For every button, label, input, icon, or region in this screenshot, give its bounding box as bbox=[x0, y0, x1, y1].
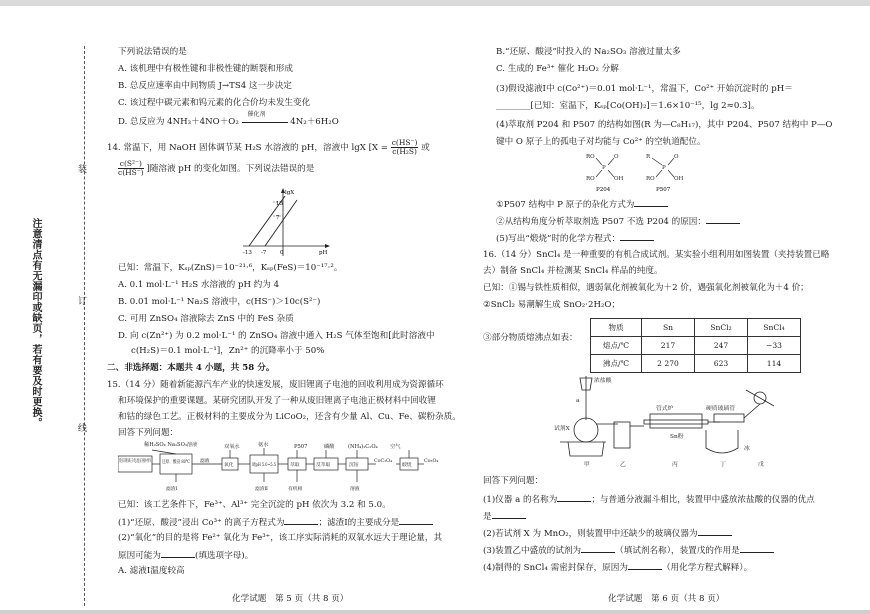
graph-xtick-neg7: -7 bbox=[261, 250, 267, 256]
q16-table-prefix: ③部分物质熔沸点如表： bbox=[483, 333, 578, 343]
flow-residue-2: 滤渣Ⅱ bbox=[255, 487, 268, 492]
table-cell: 623 bbox=[695, 355, 748, 373]
table-cell: 114 bbox=[748, 355, 801, 373]
q13-d-products: 4N₂＋6H₂O bbox=[290, 117, 339, 127]
answer-blank[interactable] bbox=[634, 198, 668, 207]
gutter-char-ding: 订 bbox=[78, 297, 88, 307]
q16-answer-intro: 回答下列问题： bbox=[483, 476, 544, 486]
flow-product-co3o4: Co₃O₄ bbox=[424, 459, 439, 464]
flow-reagent-oxalate: (NH₄)₂C₂O₄ bbox=[348, 444, 378, 450]
catalyst-label: 催化剂 bbox=[247, 111, 266, 118]
q13-option-b: B. 总反应速率由中间物质 J→TS4 这一步决定 bbox=[118, 81, 292, 91]
label-conc-hcl: 浓盐酸 bbox=[594, 378, 612, 384]
q14-given: 已知：常温下，Kₛₚ(ZnS)＝10⁻²¹·⁶，Kₛₚ(FeS)＝10⁻¹⁷·²。 bbox=[118, 263, 343, 273]
graph-xtick-0: 0 bbox=[280, 250, 284, 256]
answer-blank[interactable] bbox=[698, 527, 732, 536]
q16-line-3: 已知：①锡与铁性质相似，遇弱氧化剂被氧化为＋2 价，遇强氧化剂被氧化为＋4 价； bbox=[483, 283, 809, 293]
q15-line-2: 和环境保护的重要课题。某研究团队开发了一种从废旧锂离子电池正极材料中回收锂 bbox=[118, 396, 436, 406]
table-cell: 247 bbox=[695, 337, 748, 355]
flow-product-cooxalate: CoC₂O₄ bbox=[374, 459, 393, 464]
q15-given: 已知：该工艺条件下，Fe³⁺、Al³⁺ 完全沉淀的 pH 依次为 3.2 和 5.0。 bbox=[118, 500, 391, 510]
svg-text:P: P bbox=[662, 165, 666, 171]
svg-text:RO: RO bbox=[586, 176, 595, 182]
q15-2-hint: (填选项字母)。 bbox=[194, 551, 254, 561]
graph-ytick-13: 13 bbox=[276, 201, 283, 207]
q14-graph bbox=[235, 186, 335, 258]
label-ding: 丁 bbox=[720, 462, 726, 468]
flow-step-material: 废旧锂离子电池正极材料 bbox=[119, 459, 172, 464]
q15-part-4: (4)萃取剂 P204 和 P507 的结构如图(R 为—C₈H₁₇)，其中 P204、P507 结构中 P—O bbox=[496, 120, 833, 130]
table-cell: −33 bbox=[748, 337, 801, 355]
svg-text:O: O bbox=[614, 154, 619, 160]
q14-stem bbox=[107, 139, 430, 156]
q14-option-b: B. 0.01 mol·L⁻¹ Na₂S 溶液中，c(HS⁻)＞10c(S²⁻) bbox=[118, 297, 321, 307]
q16-4-hint: （用化学方程式解释）。 bbox=[661, 563, 753, 573]
q16-part-1 bbox=[483, 493, 815, 506]
q13-option-d bbox=[118, 111, 339, 128]
flow-residue-1: 滤渣Ⅰ bbox=[166, 487, 178, 492]
p204-label: P204 bbox=[596, 187, 611, 193]
q14-stem-b: ]随溶液 pH 的变化如图。下列说法错误的是 bbox=[146, 164, 315, 174]
flow-step-extract: 萃取 bbox=[290, 463, 300, 468]
label-a: a bbox=[576, 398, 580, 404]
q16-line-2: 去）制备 SnCl₄ 并检测某 SnCl₄ 样品的纯度。 bbox=[483, 266, 663, 276]
q14-fraction-1 bbox=[391, 139, 419, 156]
answer-blank[interactable] bbox=[492, 510, 526, 519]
label-yi: 乙 bbox=[620, 462, 626, 468]
q16-3-text-b: （填试剂名称），装置戊的作用是 bbox=[615, 546, 740, 556]
graph-xtick-neg13: -13 bbox=[243, 250, 252, 256]
frac2-num: c(S²⁻) bbox=[119, 159, 142, 168]
flow-solution: 溶液 bbox=[350, 487, 360, 492]
q16-part-4 bbox=[483, 561, 752, 574]
q15-4-item-2 bbox=[496, 215, 740, 228]
answer-blank[interactable] bbox=[284, 516, 318, 525]
q15-part-2: (2)“氧化”的目的是将 Fe²⁺ 氧化为 Fe³⁺，该工序实际消耗的双氧水远大于理论量，其 bbox=[118, 533, 443, 543]
table-header-row bbox=[591, 319, 801, 337]
answer-blank[interactable] bbox=[557, 493, 591, 502]
svg-text:OH: OH bbox=[674, 176, 684, 182]
q16-apparatus-diagram bbox=[546, 368, 786, 468]
q14-stem-a: 14. 常温下，用 NaOH 固体调节某 H₂S 水溶液的 pH，溶液中 lgX [X = bbox=[107, 143, 388, 153]
q16-line-1: 16.（14 分）SnCl₄ 是一种重要的有机合成试剂。某实验小组利用如图装置（夹持装置已略 bbox=[483, 250, 830, 260]
q14-option-d: D. 向 c(Zn²⁺) 为 0.2 mol·L⁻¹ 的 ZnSO₄ 溶液中通入 H₂S 气体至饱和[此时溶液中 bbox=[118, 331, 435, 341]
table-header-cell: 物质 bbox=[591, 319, 642, 337]
flow-step-calcine: 煅烧 bbox=[402, 463, 412, 468]
q16-line-4: ②SnCl₂ 易潮解生成 SnO₂·2H₂O； bbox=[483, 300, 621, 310]
label-tube-furnace: 管式炉 bbox=[656, 406, 674, 412]
q16-part-1-cont bbox=[483, 510, 526, 523]
label-glass-tube: 硬质玻璃管 bbox=[706, 406, 735, 412]
flow-step-leach: 还原、酸浸 80℃ bbox=[162, 460, 199, 465]
svg-text:R: R bbox=[646, 154, 651, 160]
frac1-num: c(HS⁻) bbox=[391, 138, 418, 147]
flow-reagent-air: 空气 bbox=[390, 444, 401, 450]
q15-4-1-text: ①P507 结构中 P 原子的杂化方式为 bbox=[496, 200, 635, 210]
table-header-cell: SnCl₄ bbox=[748, 319, 801, 337]
q14-fraction-2 bbox=[118, 160, 144, 177]
q15-1-text: (1)“还原、酸浸”浸出 Co³⁺ 的离子方程式为 bbox=[118, 518, 285, 528]
q14-or: 或 bbox=[421, 143, 430, 153]
answer-blank[interactable] bbox=[740, 544, 774, 553]
answer-blank[interactable] bbox=[628, 561, 662, 570]
flow-step-strip: 反萃取 bbox=[316, 463, 331, 468]
flow-reagent-ammonia: 氨水 bbox=[258, 442, 269, 448]
q15-2-option-a: A. 滤液Ⅰ温度较高 bbox=[118, 566, 185, 576]
extractant-structures bbox=[580, 148, 710, 194]
q13-arrow bbox=[242, 111, 288, 123]
q16-1-shi: 是 bbox=[483, 512, 492, 522]
svg-text:O: O bbox=[674, 154, 679, 160]
table-cell: 2 270 bbox=[642, 355, 695, 373]
q15-4-item-1 bbox=[496, 198, 668, 211]
answer-blank[interactable] bbox=[706, 215, 740, 224]
flow-organic-phase: 有机相 bbox=[288, 487, 303, 492]
frac2-den: c(HS⁻) bbox=[118, 168, 144, 177]
side-notice: 注意清点有无漏印或缺页，若有要及时更换。 bbox=[30, 218, 41, 428]
gutter-char-zhuang: 装 bbox=[78, 165, 88, 175]
q14-option-c: C. 可用 ZnSO₄ 溶液除去 ZnS 中的 FeS 杂质 bbox=[118, 314, 294, 324]
q16-part-3 bbox=[483, 544, 774, 557]
q14-option-d-cont: c(H₂S)＝0.1 mol·L⁻¹]，Zn²⁺ 的沉降率小于 50% bbox=[131, 346, 325, 356]
svg-text:RO: RO bbox=[586, 154, 595, 160]
q15-part-5 bbox=[496, 232, 654, 245]
p507-label: P507 bbox=[656, 187, 671, 193]
svg-text:P: P bbox=[602, 165, 606, 171]
table-cell: 沸点/℃ bbox=[591, 355, 642, 373]
q16-part-2 bbox=[483, 527, 732, 540]
graph-xlabel: pH bbox=[319, 250, 328, 256]
table-row bbox=[591, 337, 801, 355]
scan-bottom-edge bbox=[0, 610, 870, 614]
q16-2-text: (2)若试剂 X 为 MnO₂，则装置甲中还缺少的玻璃仪器为 bbox=[483, 529, 698, 539]
answer-blank[interactable] bbox=[399, 516, 433, 525]
q15-part-2-cont bbox=[118, 549, 253, 562]
q15-2-option-c: C. 生成的 Fe³⁺ 催化 H₂O₂ 分解 bbox=[496, 64, 619, 74]
answer-blank[interactable] bbox=[620, 232, 654, 241]
q16-3-text: (3)装置乙中盛放的试剂为 bbox=[483, 546, 582, 556]
graph-ylabel: lgX bbox=[285, 190, 295, 196]
left-page-footer: 化学试题 第 5 页（共 8 页） bbox=[232, 594, 349, 604]
label-bing: 丙 bbox=[672, 462, 678, 468]
q15-1-text-b: ；滤渣Ⅰ的主要成分是 bbox=[318, 518, 400, 528]
flow-reagent-p507: P507 bbox=[294, 444, 308, 450]
table-header-cell: Sn bbox=[642, 319, 695, 337]
q13-d-reactants: D. 总反应为 4NH₃＋4NO＋O₂ bbox=[118, 117, 239, 127]
section-2-heading: 二、非选择题：本题共 4 小题，共 58 分。 bbox=[107, 363, 275, 373]
label-reagent-x: 试剂X bbox=[554, 426, 570, 432]
label-jia: 甲 bbox=[584, 462, 590, 468]
graph-ytick-7: 7 bbox=[276, 215, 280, 221]
flow-step-precipitate: 沉钴 bbox=[349, 463, 359, 468]
q15-line-3: 和钴的绿色工艺。正极材料的主要成分为 LiCoO₂，还含有少量 Al、Cu、Fe、碳粉杂质。 bbox=[118, 412, 461, 422]
right-page-footer: 化学试题 第 6 页（共 8 页） bbox=[608, 594, 725, 604]
flow-reagent-acid: 稀H₂SO₄ Na₂SO₃溶液 bbox=[144, 442, 198, 448]
binding-dashed-line bbox=[84, 46, 85, 606]
flow-step-filtrate: 滤液 bbox=[200, 459, 210, 464]
label-wu: 戊 bbox=[758, 462, 764, 468]
q15-5-text: (5)写出“煅烧”时的化学方程式： bbox=[496, 234, 621, 244]
q15-flow-chart bbox=[118, 440, 448, 496]
q15-4-2-text: ②从结构角度分析萃取剂选 P507 不选 P204 的原因： bbox=[496, 217, 706, 227]
flow-reagent-h2o2: 双氧水 bbox=[224, 444, 240, 450]
frac1-den: c(H₂S) bbox=[392, 147, 417, 156]
q15-line-1: 15.（14 分）随着新能源汽车产业的快速发展，废旧锂离子电池的回收利用成为资源循环 bbox=[107, 380, 444, 390]
q15-part-3: (3)假设滤液Ⅰ中 c(Co²⁺)＝0.01 mol·L⁻¹，常温下，Co²⁺ 开始沉淀时的 pH＝ bbox=[496, 84, 793, 94]
q16-1-text-b: ；与普通分液漏斗相比，装置甲中盛放浓盐酸的仪器的优点 bbox=[591, 495, 815, 505]
flow-step-oxidize: 氧化 bbox=[224, 463, 234, 468]
svg-text:OH: OH bbox=[614, 176, 624, 182]
answer-blank[interactable] bbox=[581, 544, 615, 553]
table-cell: 熔点/℃ bbox=[591, 337, 642, 355]
melting-boiling-table bbox=[590, 318, 801, 373]
label-ice: 冰 bbox=[744, 446, 750, 452]
q15-2-reason: 原因可能为 bbox=[118, 551, 161, 561]
flow-step-adjust-ph: 调pH 5.0~5.5 bbox=[252, 463, 285, 468]
label-sn-powder: Sn粉 bbox=[670, 434, 684, 440]
table-header-cell: SnCl₂ bbox=[695, 319, 748, 337]
gutter-char-xian: 线 bbox=[78, 424, 88, 434]
q13-intro: 下列说法错误的是 bbox=[118, 47, 187, 57]
scan-top-edge bbox=[0, 0, 870, 6]
q16-4-text: (4)制得的 SnCl₄ 需密封保存，原因为 bbox=[483, 563, 628, 573]
table-cell: 217 bbox=[642, 337, 695, 355]
q15-2-option-b: B.“还原、酸浸”时投入的 Na₂SO₃ 溶液过量太多 bbox=[496, 47, 681, 57]
q15-part-1 bbox=[118, 516, 433, 529]
q15-line-4: 回答下列问题： bbox=[118, 428, 179, 438]
q13-option-c: C. 该过程中碳元素和钨元素的化合价均未发生变化 bbox=[118, 98, 311, 108]
q14-stem-2 bbox=[118, 160, 314, 177]
answer-blank[interactable] bbox=[161, 549, 195, 558]
q16-1-text: (1)仪器 a 的名称为 bbox=[483, 495, 558, 505]
q14-option-a: A. 0.1 mol·L⁻¹ H₂S 水溶液的 pH 约为 4 bbox=[118, 280, 280, 290]
q13-option-a: A. 该机理中有极性键和非极性键的断裂和形成 bbox=[118, 64, 293, 74]
q15-part-3-cont: ________[已知：室温下，Kₛₚ[Co(OH)₂]＝1.6×10⁻¹⁵，lg 2≈0.3]。 bbox=[496, 101, 760, 111]
flow-reagent-h3po4: 磷酸 bbox=[324, 444, 335, 450]
svg-text:RO: RO bbox=[646, 176, 655, 182]
q15-part-4-cont: 键中 O 原子上的孤电子对均能与 Co²⁺ 的空轨道配位。 bbox=[496, 137, 706, 147]
